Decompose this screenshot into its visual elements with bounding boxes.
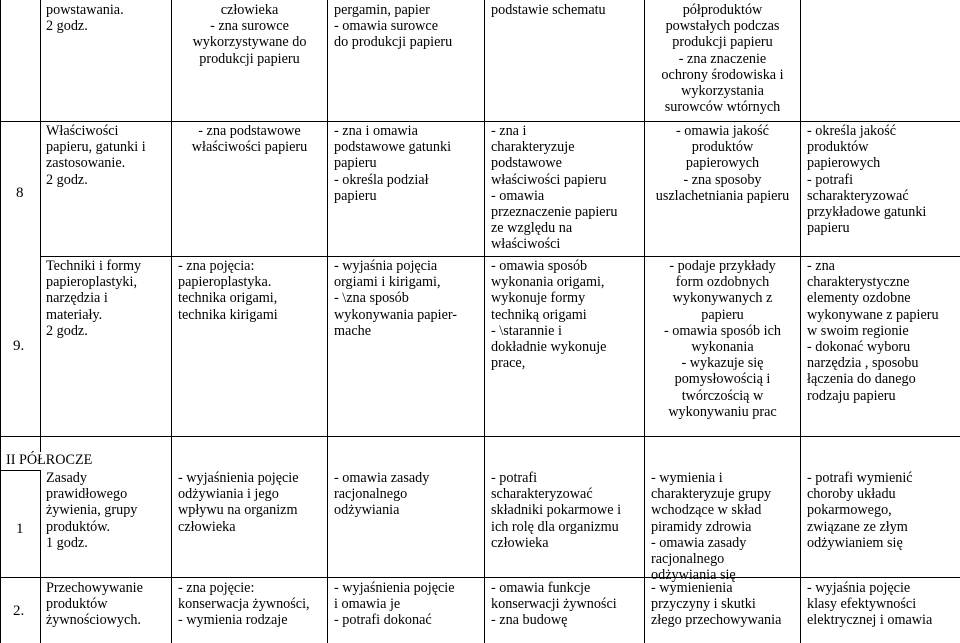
col-line-2 [40,0,41,452]
row3-c3: - wyjaśnienia pojęcie odżywiania i jego wpływu na organizm człowieka [178,470,299,535]
row3-c5: - potrafi scharakteryzować składniki pokarmowe i ich rolę dla organizmu człowieka [491,470,622,551]
section-header: II PÓŁROCZE [6,452,93,468]
row2-c4: - wyjaśnia pojęcia orgiami i kirigami, - \zna sposób wykonywania papier- mache [334,258,458,339]
row-line-3 [0,436,960,437]
row2-topic: Techniki i formy papieroplastyki, narzędzia i materiały. 2 godz. [46,258,142,339]
row1-topic: Właściwości papieru, gatunki i zastosowanie. 2 godz. [46,123,146,188]
row-number-2: 2. [13,603,25,619]
col-line-7 [800,0,801,643]
row2-c7: - zna charakterystyczne elementy ozdobne wykonywane z papieru w swoim regionie - dokonać wyboru narzędzia , sposobu łączenia do danego rodzaju papieru [807,258,939,404]
row-number-1: 1 [16,521,24,537]
row4-c3: - zna pojęcie: konserwacja żywności, - wymienia rodzaje [178,580,310,629]
row-number-9: 9. [13,338,25,354]
row1-c3: - zna podstawowe właściwości papieru [191,123,308,156]
row0-topic: powstawania. 2 godz. [46,2,124,35]
row3-topic: Zasady prawidłowego żywienia, grupy produktów. 1 godz. [46,470,138,551]
row4-topic: Przechowywanie produktów żywnościowych. [46,580,143,629]
row-number-8: 8 [16,185,24,201]
row2-c3: - zna pojęcia: papieroplastyka. technika origami, technika kirigami [178,258,278,323]
col-line-3 [171,0,172,452]
row2-c6: - podaje przykłady form ozdobnych wykonywanych z papieru - omawia sposób ich wykonania - wykazuje się pomysłowością i twórczością w wykonywaniu prac [663,258,782,420]
row4-c5: - omawia funkcje konserwacji żywności - zna budowę [491,580,617,629]
row1-c4: - zna i omawia podstawowe gatunki papieru - określa podział papieru [334,123,452,204]
row4-c7: - wyjaśnia pojęcie klasy efektywności elektrycznej i omawia [807,580,933,629]
col-line-2b [40,470,41,643]
col-line-4 [327,0,328,643]
row0-c5: podstawie schematu [491,2,606,18]
row-line-2 [40,256,960,257]
row4-c6: - wymienienia przyczyny i skutki złego przechowywania [651,580,782,629]
row-line-1 [0,121,960,122]
row0-c6: półproduktów powstałych podczas produkcji papieru - zna znaczenie ochrony środowiska i wykorzystania surowców wtórnych [661,2,784,116]
row-line-4 [0,470,40,471]
row-line-5 [40,577,960,578]
row2-c5: - omawia sposób wykonania origami, wykonuje formy techniką origami - \starannie i dokładnie wykonuje prace, [491,258,607,372]
row4-c4: - wyjaśnienia pojęcie i omawia je - potrafi dokonać [334,580,455,629]
row3-c6: - wymienia i charakteryzuje grupy wchodzące w skład piramidy zdrowia - omawia zasady racjonalnego odżywiania się [651,470,772,584]
col-line-1 [0,0,1,643]
row1-c6: - omawia jakość produktów papierowych - zna sposoby uszlachetniania papieru [655,123,790,204]
row1-c5: - zna i charakteryzuje podstawowe właściwości papieru - omawia przeznaczenie papieru ze względu na właściwości [491,123,618,253]
row3-c4: - omawia zasady racjonalnego odżywiania [334,470,430,519]
row0-c3: człowieka - zna surowce wykorzystywane do produkcji papieru [192,2,307,67]
row-line-6 [0,577,40,578]
col-line-5 [484,0,485,643]
row0-c4: pergamin, papier - omawia surowce do produkcji papieru [334,2,453,51]
col-line-3b [171,452,172,643]
row3-c7: - potrafi wymienić choroby układu pokarmowego, związane ze złym odżywianiem się [807,470,913,551]
row1-c7: - określa jakość produktów papierowych - potrafi scharakteryzować przykładowe gatunki papieru [807,123,927,237]
